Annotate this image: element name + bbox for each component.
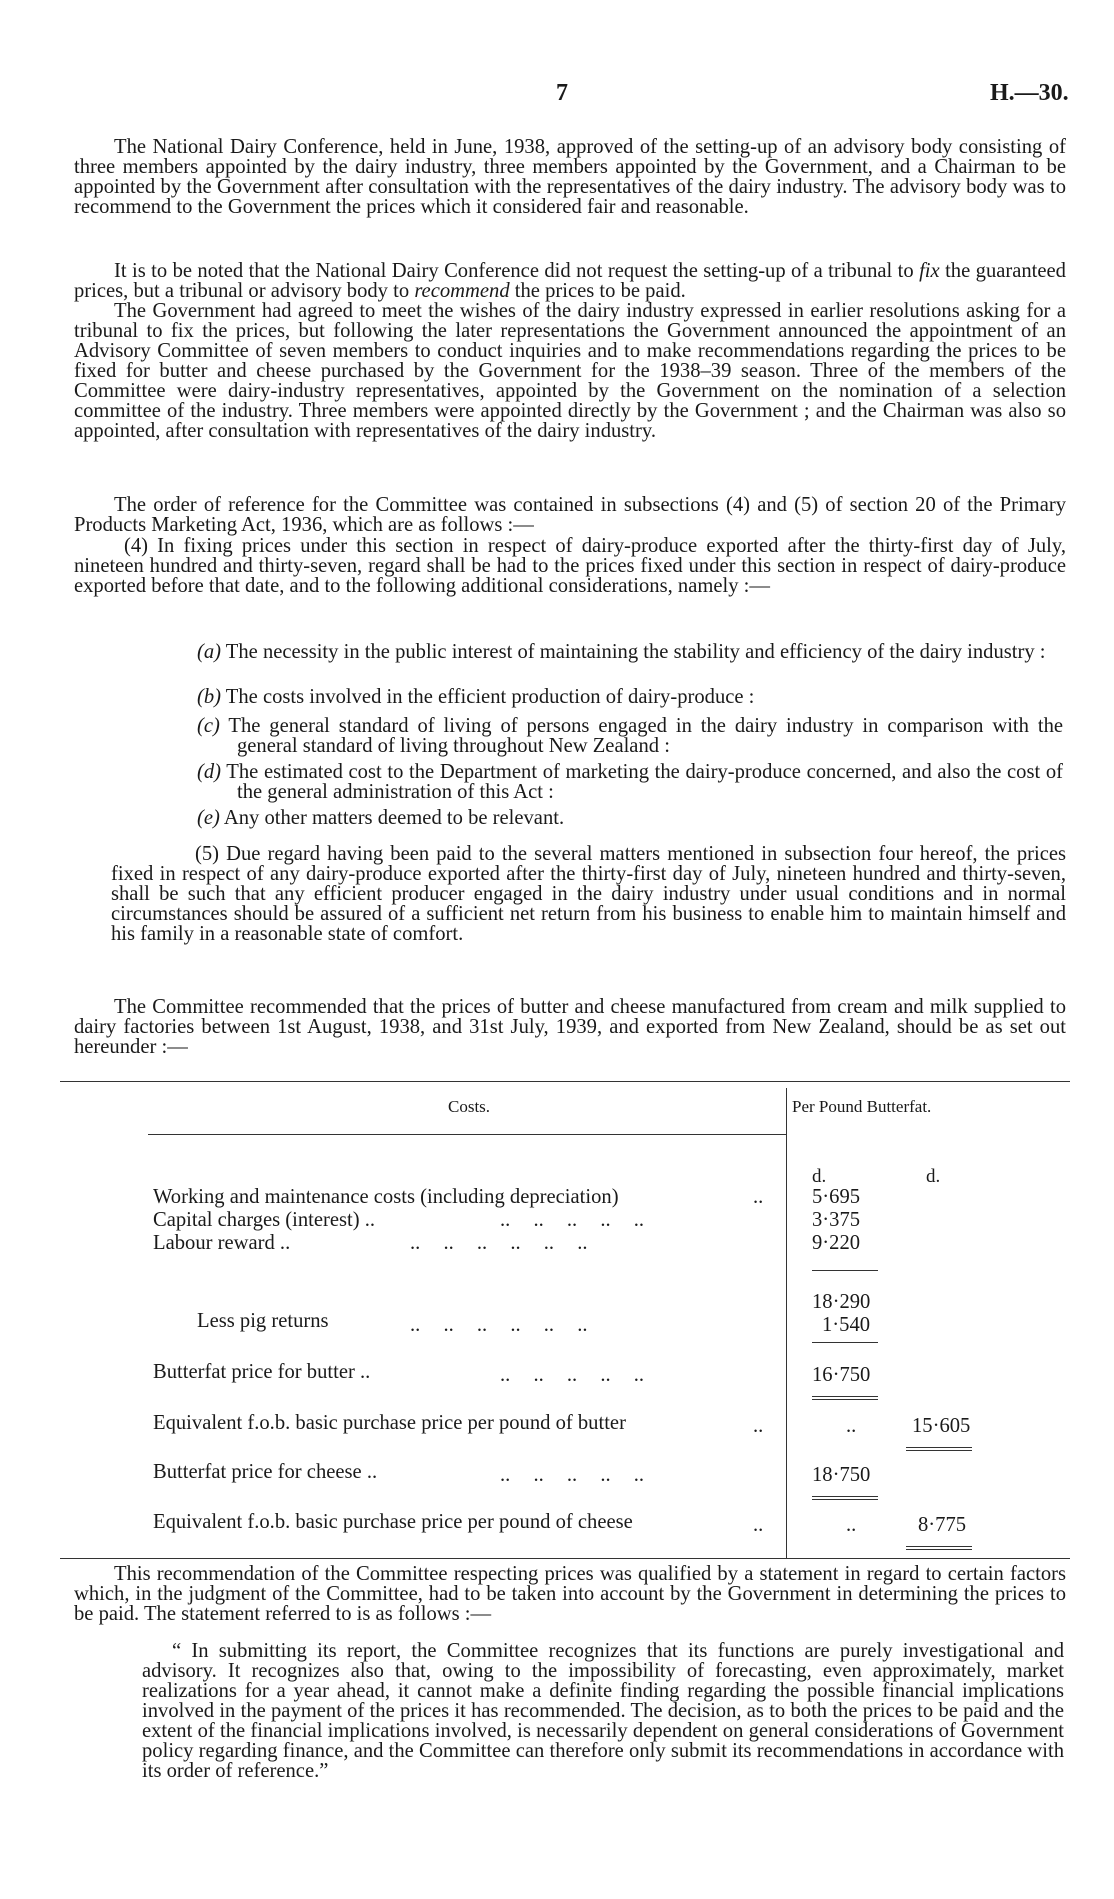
consideration-text	[197, 808, 1063, 828]
row-equiv-butter-leader: ..	[753, 1415, 764, 1437]
paragraph-committee	[74, 301, 1066, 441]
row-capital-leader: .. .. .. .. ..	[500, 1209, 645, 1231]
row-pig-leader: .. .. .. .. .. ..	[410, 1314, 588, 1336]
row-working-leader: ..	[753, 1186, 764, 1208]
paragraph-conference	[74, 137, 1066, 217]
cheese-rule-2	[812, 1499, 878, 1500]
document-reference: H.—30.	[990, 80, 1069, 106]
consideration-body: The necessity in the public interest of maintaining the stability and efficiency of the dairy industry :	[225, 641, 1046, 663]
text-span: the guaranteed prices, but a tribunal or advisory body to	[74, 260, 1066, 302]
consideration-body: The general standard of living of persons engaged in the dairy industry in comparison with the general standard of living throughout New Zealand :	[228, 715, 1063, 757]
paragraph-recommendation	[74, 997, 1066, 1057]
row-butter-leader: .. .. .. .. ..	[500, 1364, 645, 1386]
consideration-text	[197, 687, 1063, 707]
subsection-5-text: (5) Due regard having been paid to the several matters mentioned in subsection four hereof, the prices fixed in respect of any dairy-produce exported after the thirty-first day of July, nineteen hundred and thirty-seven, shall be such that any efficient producer engaged in the dairy industry under usual conditions and in normal circumstances should be assured of a sufficient net return from his business to enable him to maintain himself and his family in a reasonable state of comfort.	[111, 843, 1066, 945]
consideration-text	[197, 716, 1063, 756]
cheese-rule-1	[812, 1496, 878, 1497]
row-working-value: 5·695	[812, 1186, 861, 1208]
table-bottom-rule	[60, 1558, 1070, 1559]
butter-double-rule-2	[812, 1399, 878, 1400]
consideration-label: (a)	[197, 641, 222, 663]
row-labour-value: 9·220	[812, 1232, 861, 1254]
row-butter-value: 16·750	[812, 1364, 871, 1386]
row-butter-label: Butterfat price for butter ..	[153, 1361, 371, 1383]
row-cheese-label: Butterfat price for cheese ..	[153, 1461, 378, 1483]
equiv-cheese-rule-2	[906, 1549, 972, 1550]
paragraph-text: The Government had agreed to meet the wishes of the dairy industry expressed in earlier resolutions asking for a tribunal to fix the prices, but following the later representations the Government announced the appointment of an Advisory Committee of seven members to conduct inquiries and to make recommendations regarding the prices to be fixed for butter and cheese purchased by the Government for the 1938–39 season. Three of the members of the Committee were dairy-industry representatives, appointed by the Government on the nomination of a selection committee of the industry. Three members were appointed directly by the Government ; and the Chairman was also so appointed, after consultation with representatives of the dairy industry.	[74, 300, 1066, 442]
row-equiv-cheese-leader: ..	[753, 1514, 764, 1536]
paragraph-qualification	[74, 1564, 1066, 1624]
row-capital-label: Capital charges (interest) ..	[153, 1209, 376, 1231]
text-span: It is to be noted that the National Dairy Conference did not request the setting-up of a tribunal to	[114, 260, 920, 282]
paragraph-text: The order of reference for the Committee was contained in subsections (4) and (5) of section 20 of the Primary Products Marketing Act, 1936, which are as follows :—	[74, 494, 1066, 536]
paragraph-tribunal	[74, 261, 1066, 301]
paragraph-order-of-reference	[74, 495, 1066, 535]
paragraph-text: The National Dairy Conference, held in June, 1938, approved of the setting-up of an advisory body consisting of three members appointed by the dairy industry, three members appointed by the Government, and a Chairman to be appointed by the Government after consultation with the representatives of the dairy industry. The advisory body was to recommend to the Government the prices which it considered fair and reasonable.	[74, 136, 1066, 218]
consideration-item	[197, 808, 1063, 828]
subsection-4	[74, 536, 1066, 596]
column-header-costs: Costs.	[448, 1097, 491, 1116]
subsection-5	[74, 844, 1066, 944]
consideration-label: (e)	[197, 807, 220, 829]
row-cheese-value: 18·750	[812, 1464, 871, 1486]
row-equiv-cheese-label: Equivalent f.o.b. basic purchase price per pound of cheese	[153, 1511, 633, 1533]
row-equiv-cheese-value2: 8·775	[918, 1514, 967, 1536]
italic-recommend: recommend	[414, 280, 510, 302]
table-top-rule	[60, 1081, 1070, 1082]
row-cheese-leader: .. .. .. .. ..	[500, 1464, 645, 1486]
committee-statement-quote	[142, 1641, 1064, 1781]
header-rule	[148, 1134, 786, 1135]
quote-text: “ In submitting its report, the Committee recognizes that its functions are purely investigational and advisory. It recognizes also that, owing to the impossibility of forecasting, even approximately, market realizations for a year ahead, it cannot make a definite finding regarding the possible financial implications involved in the payment of the prices it has recommended. The decision, as to both the prices to be paid and the extent of the financial implications involved, is necessarily dependent on general considerations of Government policy regarding finance, and the Committee can therefore only submit its recommendations in accordance with its order of reference.”	[142, 1640, 1064, 1782]
column-header-per-pound: Per Pound Butterfat.	[792, 1097, 932, 1116]
equiv-butter-rule-2	[906, 1450, 972, 1451]
paragraph-text: This recommendation of the Committee respecting prices was qualified by a statement in regard to certain factors which, in the judgment of the Committee, had to be taken into account by the Government in determining the prices to be paid. The statement referred to is as follows :—	[74, 1563, 1066, 1625]
consideration-body: The estimated cost to the Department of marketing the dairy-produce concerned, and also the cost of the general administration of this Act :	[226, 761, 1063, 803]
row-working-label: Working and maintenance costs (including depreciation)	[153, 1186, 619, 1208]
page-number: 7	[556, 80, 568, 106]
equiv-cheese-rule-1	[906, 1546, 972, 1547]
unit-pence-1: d.	[812, 1166, 827, 1187]
row-equiv-butter-value1: ..	[846, 1415, 857, 1437]
consideration-label: (d)	[197, 761, 222, 783]
text-span: the prices to be paid.	[509, 280, 686, 302]
consideration-label: (c)	[197, 715, 220, 737]
consideration-item	[197, 687, 1063, 707]
consideration-label: (b)	[197, 686, 222, 708]
italic-fix: fix	[919, 260, 940, 282]
row-subtotal-value: 18·290	[812, 1291, 871, 1313]
consideration-text	[197, 642, 1063, 662]
row-capital-value: 3·375	[812, 1209, 861, 1231]
consideration-item	[197, 762, 1063, 802]
table-column-divider	[786, 1088, 787, 1558]
consideration-body: The costs involved in the efficient production of dairy-produce :	[225, 686, 755, 708]
row-pig-label: Less pig returns	[197, 1310, 329, 1332]
row-labour-label: Labour reward ..	[153, 1232, 291, 1254]
row-pig-value: 1·540	[822, 1314, 871, 1336]
equiv-butter-rule-1	[906, 1447, 972, 1448]
consideration-body: Any other matters deemed to be relevant.	[223, 807, 565, 829]
consideration-item	[197, 716, 1063, 756]
unit-pence-2: d.	[926, 1166, 941, 1187]
subsection-4-text: (4) In fixing prices under this section in respect of dairy-produce exported after the thirty-first day of July, nineteen hundred and thirty-seven, regard shall be had to the prices fixed under this section in respect of dairy-produce exported before that date, and to the following additional considerations, namely :—	[74, 535, 1066, 597]
paragraph-text: The Committee recommended that the prices of butter and cheese manufactured from cream and milk supplied to dairy factories between 1st August, 1938, and 31st July, 1939, and exported from New Zealand, should be as set out hereunder :—	[74, 996, 1066, 1058]
consideration-text	[197, 762, 1063, 802]
consideration-item	[197, 642, 1063, 662]
butter-rule	[812, 1342, 878, 1343]
subsection-text	[0, 536, 1066, 596]
paragraph-text	[74, 261, 1066, 301]
row-labour-leader: .. .. .. .. .. ..	[410, 1232, 588, 1254]
subtotal-rule	[812, 1270, 878, 1271]
row-equiv-butter-label: Equivalent f.o.b. basic purchase price per pound of butter	[153, 1412, 626, 1434]
row-equiv-butter-value2: 15·605	[912, 1415, 971, 1437]
butter-double-rule-1	[812, 1396, 878, 1397]
row-equiv-cheese-value1: ..	[846, 1514, 857, 1536]
